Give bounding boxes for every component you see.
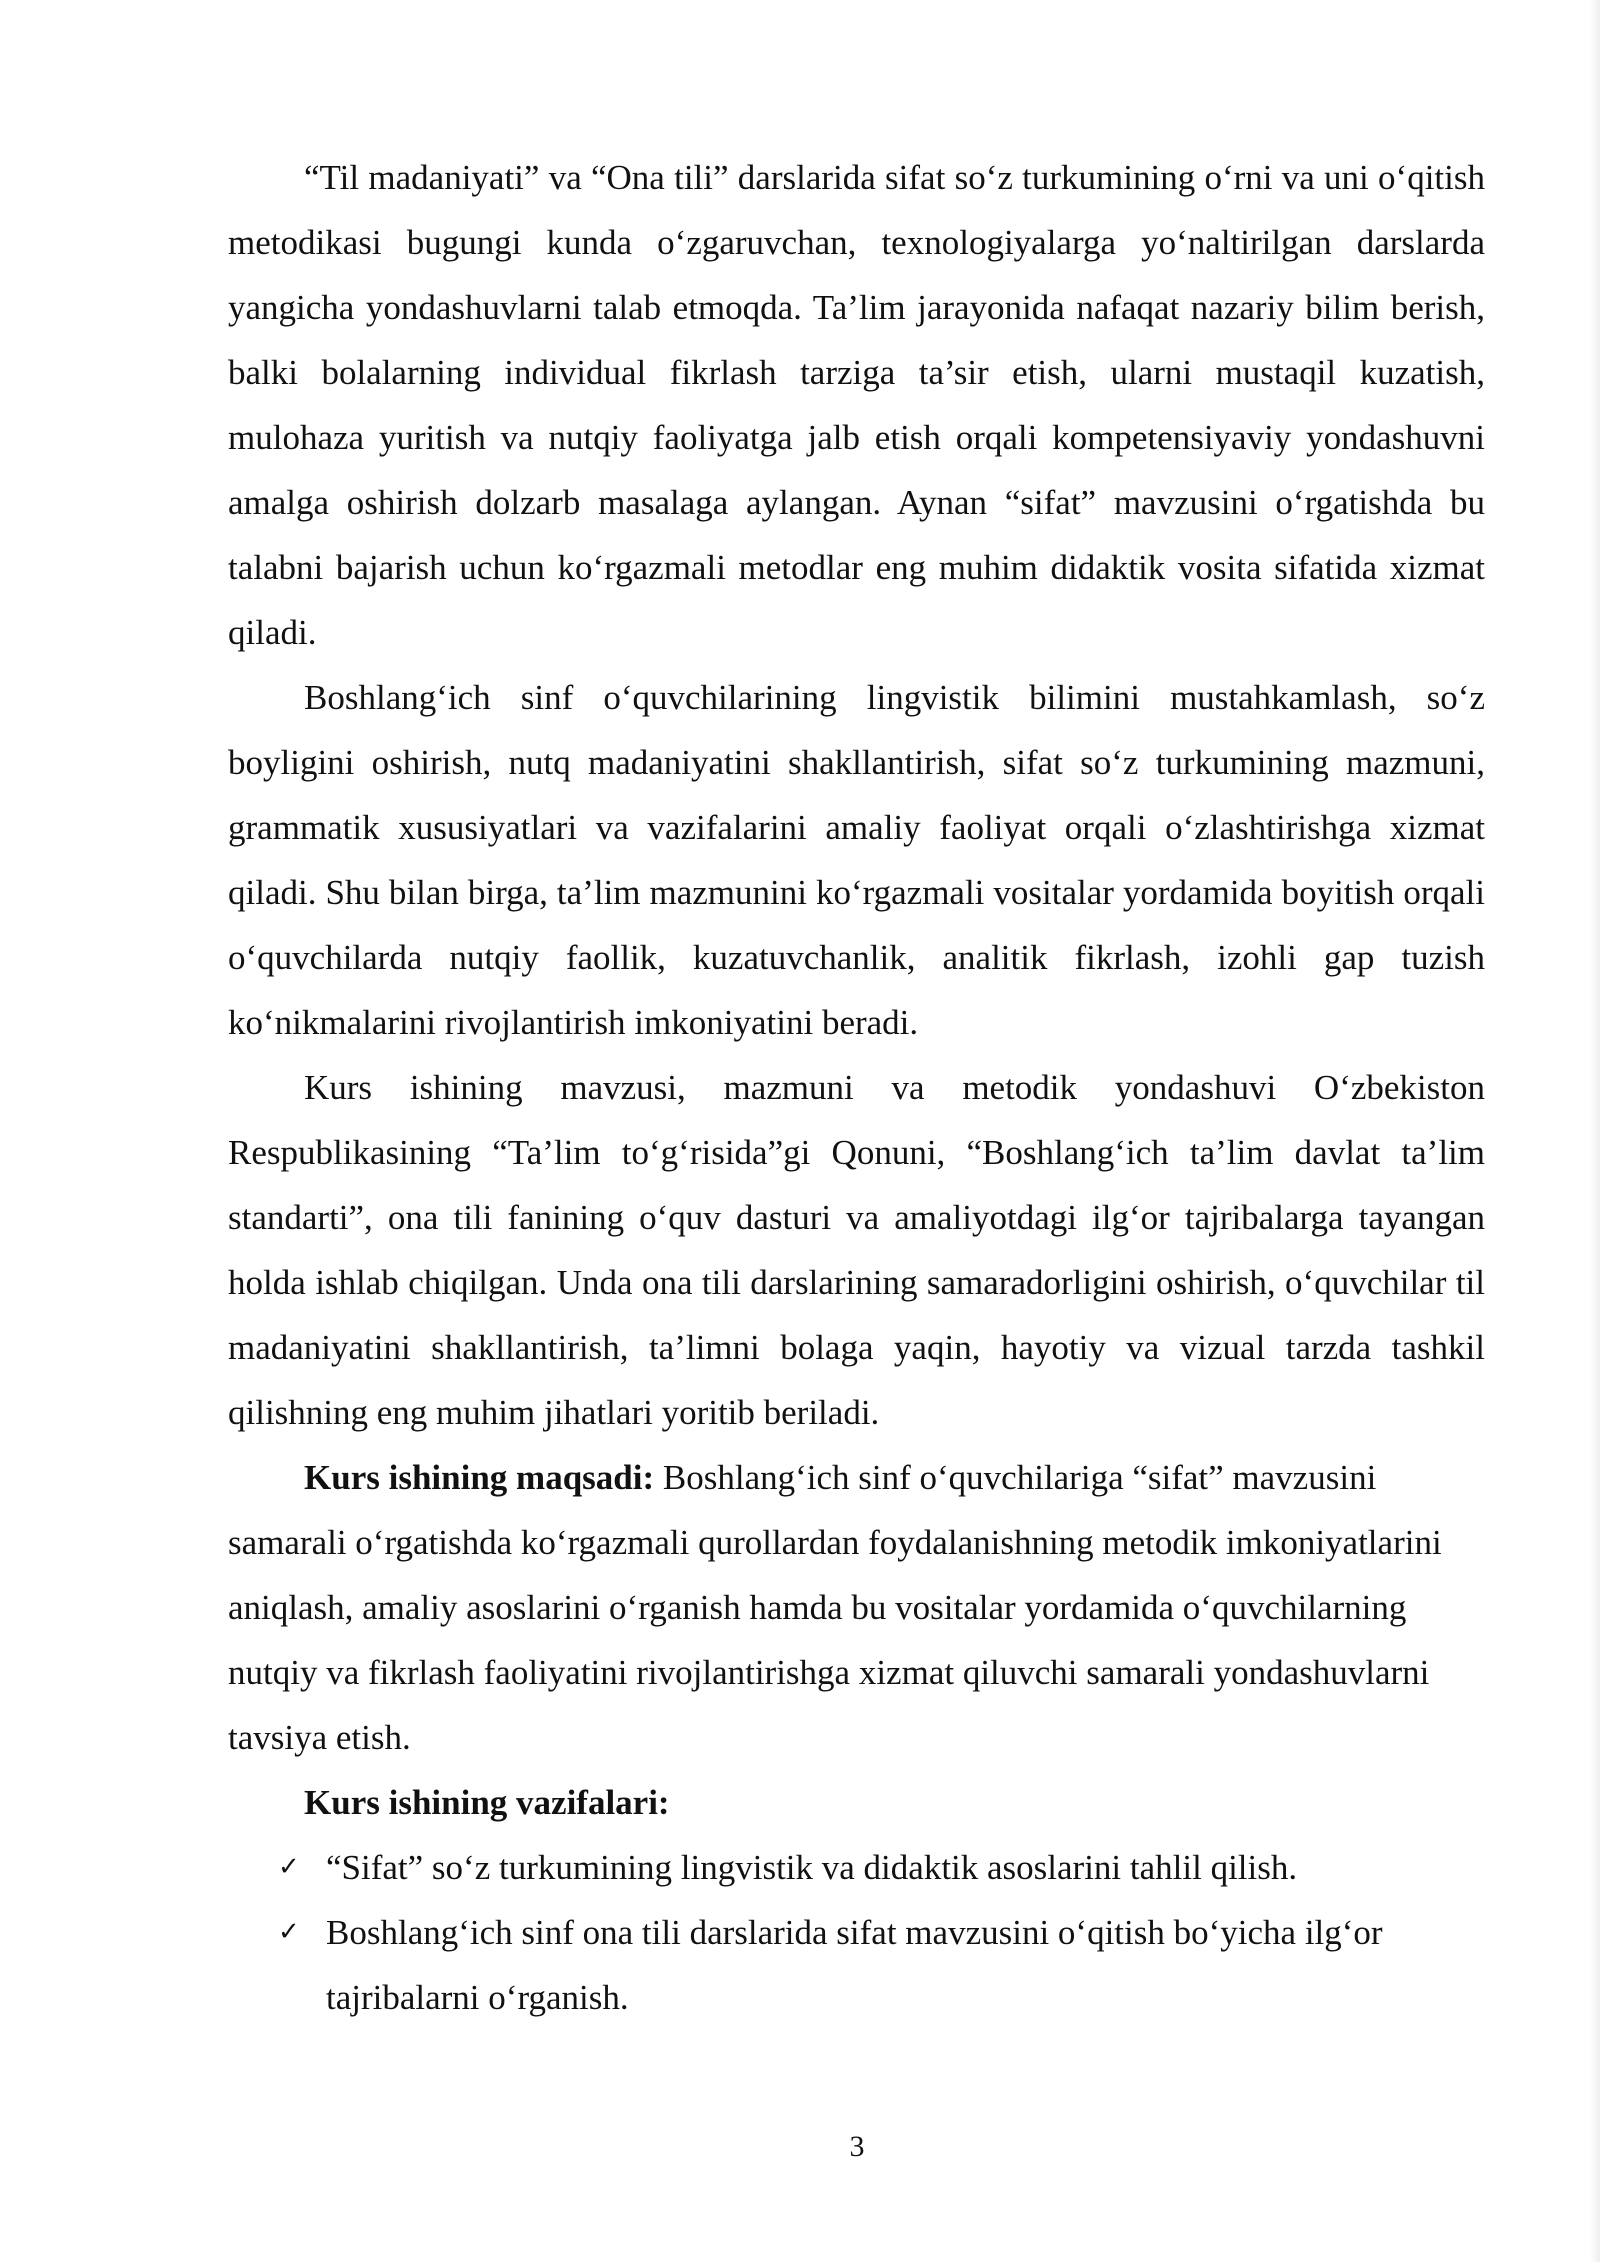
task-item-text: Boshlang‘ich sinf ona tili darslarida sifat mavzusini o‘qitish bo‘yicha ilg‘or tajribalarni o‘rganish.: [326, 1913, 1383, 2017]
checkmark-icon: ✓: [278, 1917, 300, 1947]
task-item-text: “Sifat” so‘z turkumining lingvistik va didaktik asoslarini tahlil qilish.: [326, 1848, 1298, 1887]
document-body: [228, 145, 1485, 2030]
second-paragraph: Boshlang‘ich sinf o‘quvchilarining lingvistik bilimini mustahkamlash, so‘z boyligini oshirish, nutq madaniyatini shakllantirish, sifat so‘z turkumining mazmuni, grammatik xususiyatlari va vazifalarini amaliy faoliyat orqali o‘zlashtirishga xizmat qiladi. Shu bilan birga, ta’lim mazmunini ko‘rgazmali vositalar yordamida boyitish orqali o‘quvchilarda nutqiy faollik, kuzatuvchanlik, analitik fikrlash, izohli gap tuzish ko‘nikmalarini rivojlantirish imkoniyatini beradi.: [228, 678, 1485, 1042]
intro-paragraph: “Til madaniyati” va “Ona tili” darslarida sifat so‘z turkumining o‘rni va uni o‘qitish metodikasi bugungi kunda o‘zgaruvchan, texnologiyalarga yo‘naltirilgan darslarda yangicha yondashuvlarni talab etmoqda. Ta’lim jarayonida nafaqat nazariy bilim berish, balki bolalarning individual fikrlash tarziga ta’sir etish, ularni mustaqil kuzatish, mulohaza yuritish va nutqiy faoliyatga jalb etish orqali kompetensiyaviy yondashuvni amalga oshirish dolzarb masalaga aylangan. Aynan “sifat” mavzusini o‘rgatishda bu talabni bajarish uchun ko‘rgazmali metodlar eng muhim didaktik vosita sifatida xizmat qiladi.: [228, 158, 1485, 652]
page-number: 3: [849, 2130, 865, 2163]
goal-label: Kurs ishining maqsadi:: [304, 1458, 655, 1497]
list-item: [228, 1900, 1485, 2030]
page-edge-shadow: [1590, 0, 1600, 2262]
task-list: [228, 1835, 1485, 2030]
goal-paragraph: [228, 1445, 1485, 1770]
checkmark-icon: ✓: [278, 1852, 300, 1882]
third-paragraph: Kurs ishining mavzusi, mazmuni va metodik yondashuvi O‘zbekiston Respublikasining “Ta’lim to‘g‘risida”gi Qonuni, “Boshlang‘ich ta’lim davlat ta’lim standarti”, ona tili fanining o‘quv dasturi va amaliyotdagi ilg‘or tajribalarga tayangan holda ishlab chiqilgan. Unda ona tili darslarining samaradorligini oshirish, o‘quvchilar til madaniyatini shakllantirish, ta’limni bolaga yaqin, hayotiy va vizual tarzda tashkil qilishning eng muhim jihatlari yoritib beriladi.: [228, 1068, 1485, 1432]
tasks-heading-label: Kurs ishining vazifalari:: [304, 1783, 670, 1822]
goal-text: Boshlang‘ich sinf o‘quvchilariga “sifat” mavzusini samarali o‘rgatishda ko‘rgazmali qurollardan foydalanishning metodik imkoniyatlarini aniqlash, amaliy asoslarini o‘rganish hamda bu vositalar yordamida o‘quvchilarning nutqiy va fikrlash faoliyatini rivojlantirishga xizmat qiluvchi samarali yondashuvlarni tavsiya etish.: [228, 1458, 1442, 1757]
list-item: [228, 1835, 1485, 1900]
tasks-heading: [228, 1770, 1485, 1835]
